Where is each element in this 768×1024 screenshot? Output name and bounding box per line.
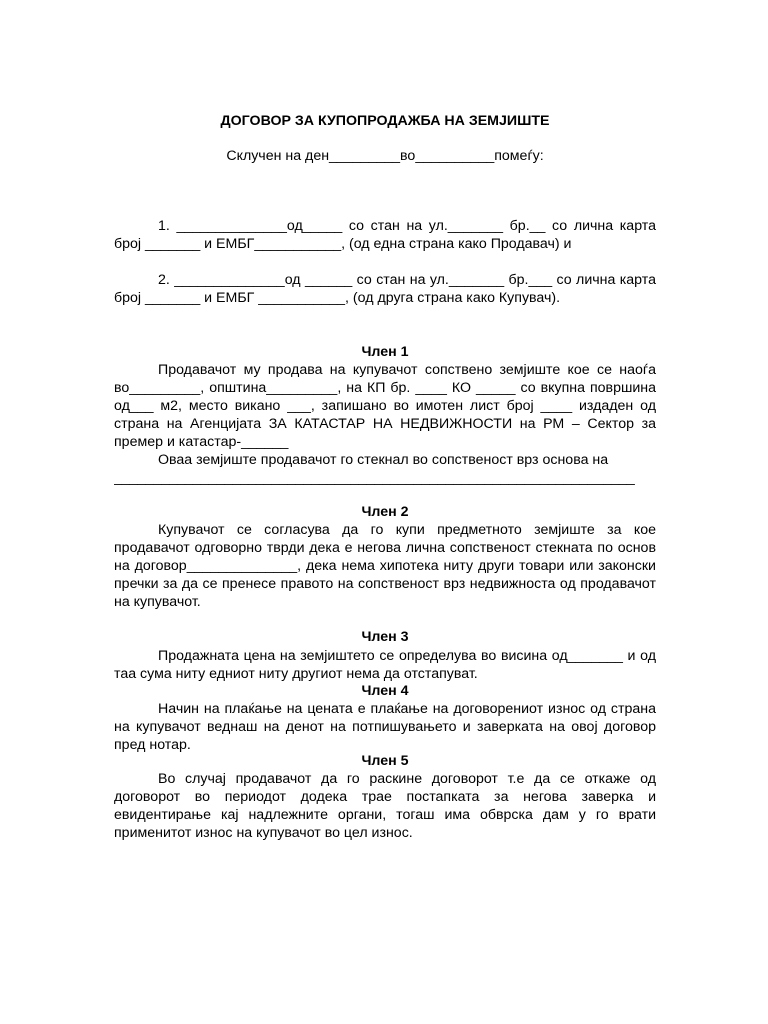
- article-3-paragraph-1: Продажната цена на земјиштето се определува во висина од_______ и од таа сума ниту едниот ниту другиот нема да отстапуват.: [114, 648, 656, 682]
- article-3-heading: Член 3: [361, 629, 409, 645]
- document-title: ДОГОВОР ЗА КУПОПРОДАЖБА НА ЗЕМЈИШТЕ: [220, 113, 550, 129]
- party-2-text: 2. ______________од ______ со стан на ул._______ бр.___ со лична карта број _______ и ЕМБГ ___________, (од друга страна како Купувач).: [114, 272, 656, 306]
- article-2-body: [114, 521, 656, 611]
- document-subtitle: Склучен на ден_________во__________помеѓу:: [226, 148, 544, 164]
- article-1-heading: Член 1: [361, 344, 409, 360]
- article-5-paragraph-1: Во случај продавачот да го раскине договорот т.е да се откаже од договорот во периодот додека трае постапката за негова заверка и евидентирање кај надлежните органи, тогаш има обврска дам у го врати применитот износ на купувачот во цел износ.: [114, 771, 656, 841]
- party-1: [114, 217, 656, 253]
- article-2-paragraph-1: Купувачот се согласува да го купи предметното земјиште за кое продавачот одговорно тврди дека е негова лична сопственост стекната по основ на договор______________, дека нема хипотека ниту други товари или законски пречки за да се пренесе правото на сопственост врз недвижноста од продавачот на купувачот.: [114, 522, 656, 610]
- article-2-heading: Член 2: [361, 504, 409, 520]
- article-3-body: [114, 647, 656, 683]
- party-1-text: 1. ______________од_____ со стан на ул._______ бр.__ со лична карта број _______ и ЕМБГ___________, (од една страна како Продавач) и: [114, 218, 656, 252]
- article-1-body: [114, 361, 656, 487]
- article-5-body: [114, 770, 656, 842]
- article-5-heading: Член 5: [361, 753, 409, 769]
- article-4-body: [114, 700, 656, 754]
- party-2: [114, 271, 656, 307]
- article-1-blank-line: __________________________________________________________________: [114, 470, 635, 486]
- article-4-paragraph-1: Начин на плаќање на цената е плаќање на договорениот износ од страна на купувачот веднаш на денот на потпишувањето и заверката на овој договор пред нотар.: [114, 701, 656, 753]
- article-1-paragraph-1: Продавачот му продава на купувачот сопствено земјиште кое се наоѓа во_________, општина_________, на КП бр. ____ КО _____ со вкупна површина од___ м2, место викано ___, запишано во имотен лист број ____ издаден од страна на Агенцијата ЗА КАТАСТАР НА НЕДВИЖНОСТИ на РМ – Сектор за премер и катастар-______: [114, 362, 656, 450]
- article-4-heading: Член 4: [361, 683, 409, 699]
- article-1-paragraph-2: Оваа земјиште продавачот го стекнал во сопственост врз основа на: [158, 452, 609, 468]
